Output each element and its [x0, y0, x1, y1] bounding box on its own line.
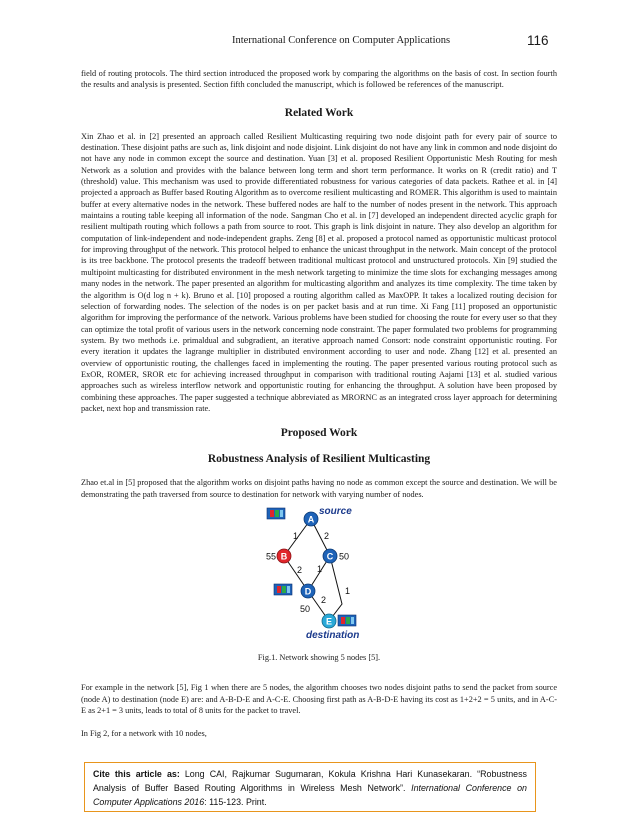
proposed-work-paragraph: Zhao et.al in [5] proposed that the algorithm works on disjoint paths having no node as common except the source and destination. We will be demonstrating the path traversed from source to destination for network with varying number of nodes. — [81, 478, 557, 499]
packet-icon-d — [274, 584, 292, 595]
edge-c-d-cost: 1 — [317, 563, 323, 574]
example-paragraph: For example in the network [5], Fig 1 when there are 5 nodes, the algorithm chooses two nodes disjoint paths to send the packet from source (node A) to destination (node E) are: and A-B-D-E and A-C-E. Choosing first path as A-B-D-E having its cost as 1+2+2 = 5 units, and in A-C-E as 2+1 = 3 units, leads to total of 8 units for the packet to travel. — [81, 683, 557, 715]
citation-pages: : 115-123. Print. — [204, 797, 267, 807]
citation-venue: International Conference on Computer Applications 2016 — [93, 783, 527, 807]
node-e — [322, 614, 336, 628]
packet-icon-e — [338, 615, 356, 626]
figure-caption: Fig.1. Network showing 5 nodes [5]. — [257, 652, 381, 662]
node-b — [277, 549, 291, 563]
citation-box — [84, 762, 536, 812]
edge-a-c-cost: 2 — [324, 530, 330, 541]
source-label: source — [319, 505, 352, 517]
packet-icon-a — [267, 508, 285, 519]
node-d-label: D — [304, 586, 312, 597]
node-b-label: B — [280, 551, 288, 562]
node-e-label: E — [325, 616, 333, 627]
node-a — [304, 512, 318, 526]
related-work-heading: Related Work — [284, 106, 354, 119]
page-number: 116 — [527, 33, 549, 48]
node-c — [323, 549, 337, 563]
edge-d-e-cost: 2 — [321, 594, 327, 605]
citation-authors: Long CAI, Rajkumar Sugumaran, Kokula Krishna Hari Kunasekaran. “Robustness Analysis of Buffer Based Routing Algorithms in Wireless Mesh Network”. — [93, 769, 527, 793]
citation-label: Cite this article as: — [93, 769, 180, 779]
fig2-paragraph: In Fig 2, for a network with 10 nodes, — [81, 729, 207, 739]
main-content — [81, 68, 557, 740]
edge-b-d-cost: 2 — [297, 564, 303, 575]
network-figure — [81, 506, 557, 641]
network-diagram — [266, 506, 372, 641]
edge-c-e-cost: 1 — [345, 585, 351, 596]
edge-a-b-cost: 1 — [293, 530, 299, 541]
related-work-paragraph: Xin Zhao et al. in [2] presented an approach called Resilient Multicasting requiring two node disjoint path for every pair of source to destination. These disjoint paths are such as, link disjoint and node disjoint. Link disjoint do not have any link in common and node disjoint do not have any node in common except the source and destination. Yuan [3] et al. proposed Resilient Opportunistic Mesh Routing for mesh Network as a solution and provides with the balance between long term and short term performance. It works on R (credit ratio) and T (threshold) value. This mechanism was used to provide differentiated robustness for various categories of data packets. Rathee et al. in [4] projected a approach as Buffer based Routing Algorithm as to overcome resilient multicasting and ROMER. This algorithm is used to maintain buffer at every alternative nodes in the network. These buffered nodes are half to the number of nodes present in the network. This approach maintains a routing table keeping all information of the node. Sangman Cho et al. in [7] developed an independent directed acyclic graph for resilient multipath routing which follows a path from source to root. This graph is link disjoint in nature. They also develop an algorithm for computation of link-independent and node-independent graphs. Zeng [8] et al. proposed a protocol named as opportunistic multicast protocol for improving throughput of the network. This protocol helped to enhance the unicast throughput in the network. Main concept of the protocol is its tree backbone. The protocol presents the tradeoff between traditional multicast protocol and unstructured protocols. Xin [9] studied the multipoint multicasting for distributed environment in the mesh network targeting to minimize the time slots for exchanging messages among many nodes in the network. The paper presented an algorithm for multicasting algorithm and analyzes its time complexity. The time taken by the algorithm is O(d log n + k). Bruno et al. [10] proposed a routing algorithm called as MaxOPP. It takes a localized routing decision for selection of forwarding nodes. The selection of the nodes is on per packet basis and at run time. Xi Fang [11] proposed an opportunistic algorithm for improving the performance of the network. Various problems have been studied for choosing the route for every user so that they can optimize the total profit of various users in the network concerning node constraint. The paper formulated two problems for programming system. By two methods i.e. primaldual and subgradient, an iterative approach named Consort: node constraint opportunistic routing. For every iteration it updates the lagrange multiplier in distributed environment according to user and node. Zhang [12] et al. presented an overview of opportunistic routing, the challenges faced in implementing the routing. The paper presented various routing protocol such as ExOR, ROMER, SROR etc for achieving increased throughput in comparison with traditional routing Aajami [13] et al. studied various approaches such as wireless interflow network and opportunistic routing for enhancing the throughput. A solution have been proposed by combining these approaches. The paper suggested a technique abbreviated as MRORNC as an integrated cross layer approach for determining packet, next hop and transmission rate. — [81, 131, 557, 413]
edge-c-e — [329, 556, 342, 621]
node-d — [301, 584, 315, 598]
intro-paragraph: field of routing protocols. The third section introduced the proposed work by comparing the algorithms on the basis of cost. In section fourth the results and analysis is presented. Section fifth concluded the manuscript, which is followed be references of the manuscript. — [81, 69, 557, 90]
proposed-work-heading: Proposed Work — [280, 427, 358, 440]
node-c-value: 50 — [339, 551, 350, 562]
node-d-value: 50 — [300, 603, 311, 614]
conference-title: International Conference on Computer Applications — [232, 35, 451, 46]
node-b-value: 55 — [266, 551, 277, 562]
running-header — [0, 35, 638, 51]
node-a-label: A — [307, 514, 315, 525]
destination-label: destination — [306, 629, 360, 641]
robustness-subheading: Robustness Analysis of Resilient Multicasting — [207, 453, 431, 466]
node-c-label: C — [326, 551, 334, 562]
